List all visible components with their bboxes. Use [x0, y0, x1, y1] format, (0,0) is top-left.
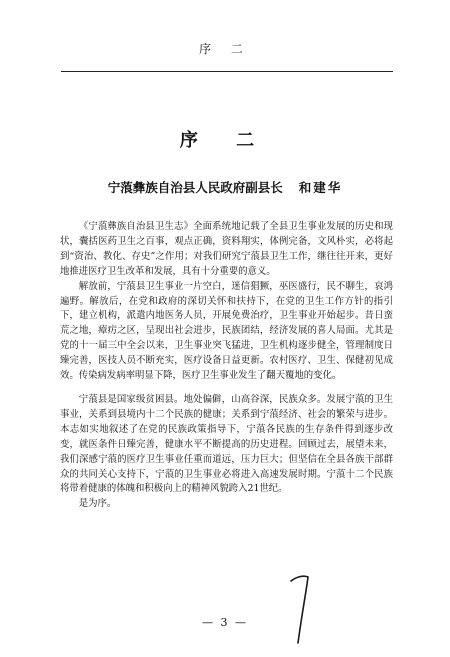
- handwritten-pen-mark: [285, 573, 315, 645]
- paragraph: 《宁蒗彝族自治县卫生志》全面系统地记载了全县卫生事业发展的历史和现状，囊括医药卫生之百事，观点正确，资料翔实，体例完备，文风朴实，必将起到“资治、教化、存史”之作用；对我们研究宁蒗县卫生工作，继往往开来，更好地推进医疗卫生改革和发展，具有十分重要的意义。: [60, 221, 393, 277]
- paragraph: 宁蒗县是国家级贫困县。地处偏僻，山高谷深，民族众多。发展宁蒗的卫生事业，关系到县境内十二个民族的健康；关系到宁蒗经济、社会的繁荣与进步。本志如实地叙述了在党的民族政策指导下，宁蒗各民族的生存条件得到逐步改变，就医条件日臻完善，健康水平不断提高的历史进程。回顾过去，展望未来，我们深感宁蒗的医疗卫生事业任重而道远，压力巨大；但坚信在全县各族干部群众的共同关心支持下，宁蒗的卫生事业必将进入高速发展时期。宁蒗十二个民族将带着健康的体魄和积极向上的精神风貌跨入21世纪。: [60, 393, 393, 495]
- paragraph: 解放前，宁蒗县卫生事业一片空白，迷信猖獗，巫医盛行，民不聊生，哀鸿遍野。解放后，在党和政府的深切关怀和扶持下，在党的卫生工作方针的指引下，建立机构，派遣内地医务人员，开展免费治疗，卫生事业开始起步。昔日蛮荒之地，瘴疠之区，呈现出社会进步，民族团结，经济发展的喜人局面。尤其是党的十一届三中全会以来，卫生事业突飞猛进，卫生机构逐步健全，管理制度日臻完善，医技人员不断充实，医疗设备日益更新。农村医疗、卫生、保健初见成效。传染病发病率明显下降，医疗卫生事业发生了翻天覆地的变化。: [60, 280, 393, 382]
- paragraph: 是为序。: [78, 498, 117, 510]
- byline: [0, 180, 450, 196]
- header-rule: [61, 71, 393, 72]
- author-position: 宁蒗彝族自治县人民政府副县长: [107, 180, 283, 195]
- author-name: 和建华: [298, 180, 343, 195]
- page-number: — 3 —: [202, 616, 248, 629]
- body-text: [60, 220, 393, 512]
- running-head: 序 二: [199, 42, 251, 56]
- page-title: 序 二: [179, 130, 271, 151]
